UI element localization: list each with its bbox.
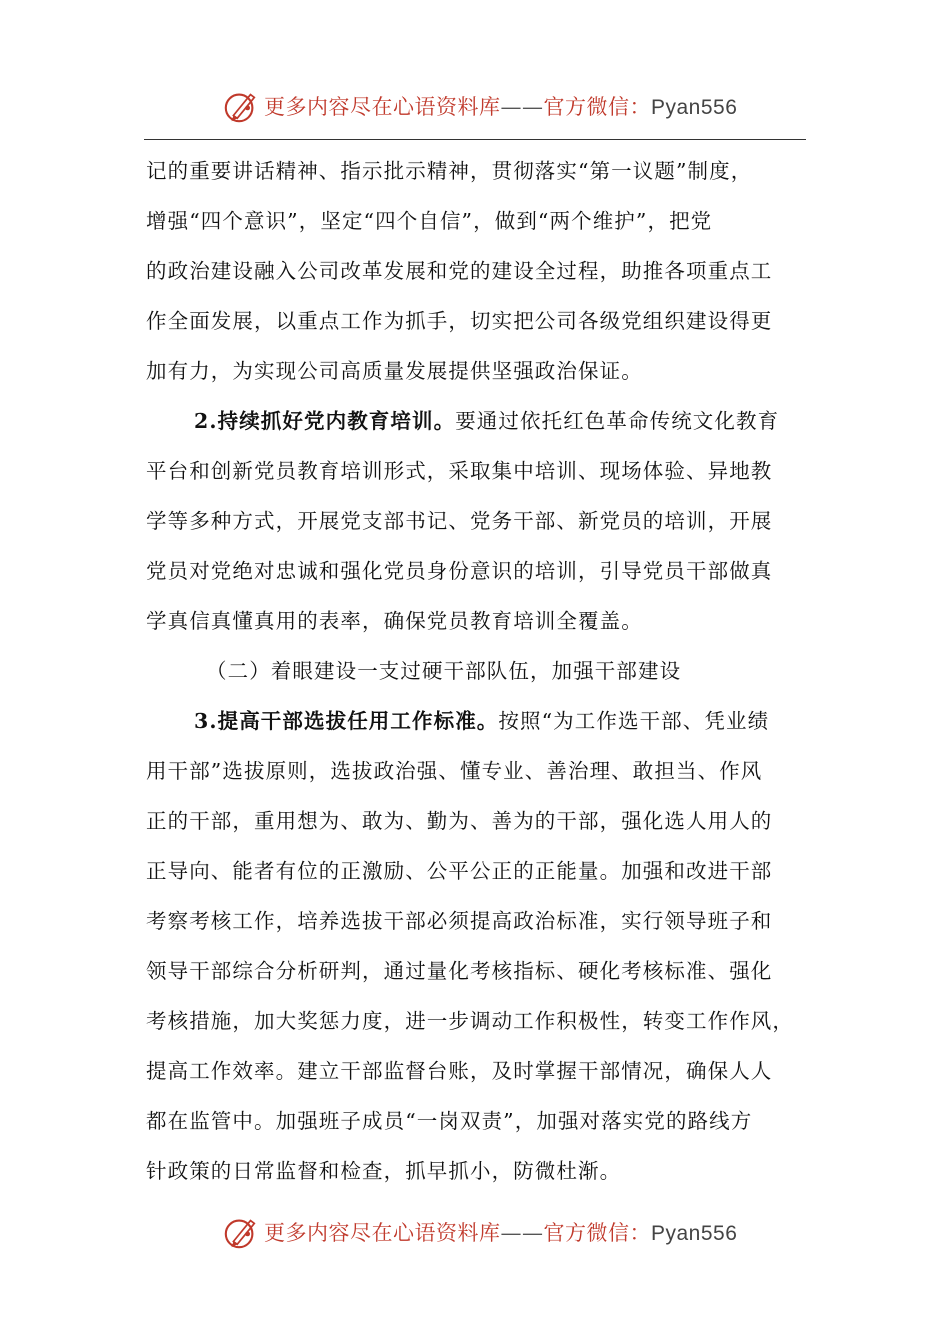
paragraph-2-lead: 要通过依托红色革命传统文化教育 — [455, 409, 780, 433]
text-line: 正的干部，重用想为、敢为、勤为、善为的干部，强化选人用人的 — [146, 809, 773, 833]
footer-site-text: 更多内容尽在心语资料库 — [264, 1221, 501, 1245]
pen-logo-icon — [222, 1213, 260, 1251]
text-line: 加有力，为实现公司高质量发展提供坚强政治保证。 — [146, 359, 643, 383]
text-line: 领导干部综合分析研判，通过量化考核指标、硬化考核标准、强化 — [146, 959, 773, 983]
section-heading: （二）着眼建设一支过硬干部队伍，加强干部建设 — [206, 659, 682, 683]
footer-dash: —— — [500, 1221, 544, 1245]
text-line: 正导向、能者有位的正激励、公平公正的正能量。加强和改进干部 — [146, 859, 773, 883]
footer-banner — [0, 1212, 950, 1252]
text-line: 作全面发展，以重点工作为抓手，切实把公司各级党组织建设得更 — [146, 309, 773, 333]
header-site-text: 更多内容尽在心语资料库 — [264, 95, 501, 119]
text-line: 学等多种方式，开展党支部书记、党务干部、新党员的培训，开展 — [146, 509, 773, 533]
paragraph-2-first-line — [146, 396, 808, 446]
paragraph-3-heading: 3.提高干部选拔任用工作标准。 — [194, 709, 499, 733]
text-line: 平台和创新党员教育培训形式，采取集中培训、现场体验、异地教 — [146, 459, 773, 483]
text-line: 针政策的日常监督和检查，抓早抓小，防微杜渐。 — [146, 1159, 622, 1183]
text-line: 考核措施，加大奖惩力度，进一步调动工作积极性，转变工作作风， — [146, 1009, 794, 1033]
header-wechat-label: 官方微信： — [543, 95, 651, 119]
footer-wechat-id: Pyan556 — [651, 1222, 738, 1245]
text-line: 增强“四个意识”，坚定“四个自信”，做到“两个维护”，把党 — [146, 209, 713, 233]
text-line: 记的重要讲话精神、指示批示精神，贯彻落实“第一议题”制度， — [146, 159, 753, 183]
text-line: 考察考核工作，培养选拔干部必须提高政治标准，实行领导班子和 — [146, 909, 773, 933]
text-line: 都在监管中。加强班子成员“一岗双责”，加强对落实党的路线方 — [146, 1109, 753, 1133]
text-line: 党员对党绝对忠诚和强化党员身份意识的培训，引导党员干部做真 — [146, 559, 773, 583]
paragraph-2-heading: 2.持续抓好党内教育培训。 — [194, 409, 456, 433]
pen-logo-icon — [222, 87, 260, 125]
header-wechat-id: Pyan556 — [651, 96, 738, 119]
paragraph-3-lead: 按照“为工作选干部、凭业绩 — [498, 709, 770, 733]
footer-wechat-label: 官方微信： — [543, 1221, 651, 1245]
text-line: 用干部”选拔原则，选拔政治强、懂专业、善治理、敢担当、作风 — [146, 759, 763, 783]
text-line: 学真信真懂真用的表率，确保党员教育培训全覆盖。 — [146, 609, 643, 633]
header-divider — [144, 139, 806, 140]
header-dash: —— — [500, 95, 544, 119]
document-body — [146, 146, 808, 1196]
header-banner — [0, 86, 950, 126]
paragraph-3-first-line — [146, 696, 808, 746]
text-line: 提高工作效率。建立干部监督台账，及时掌握干部情况，确保人人 — [146, 1059, 773, 1083]
text-line: 的政治建设融入公司改革发展和党的建设全过程，助推各项重点工 — [146, 259, 773, 283]
